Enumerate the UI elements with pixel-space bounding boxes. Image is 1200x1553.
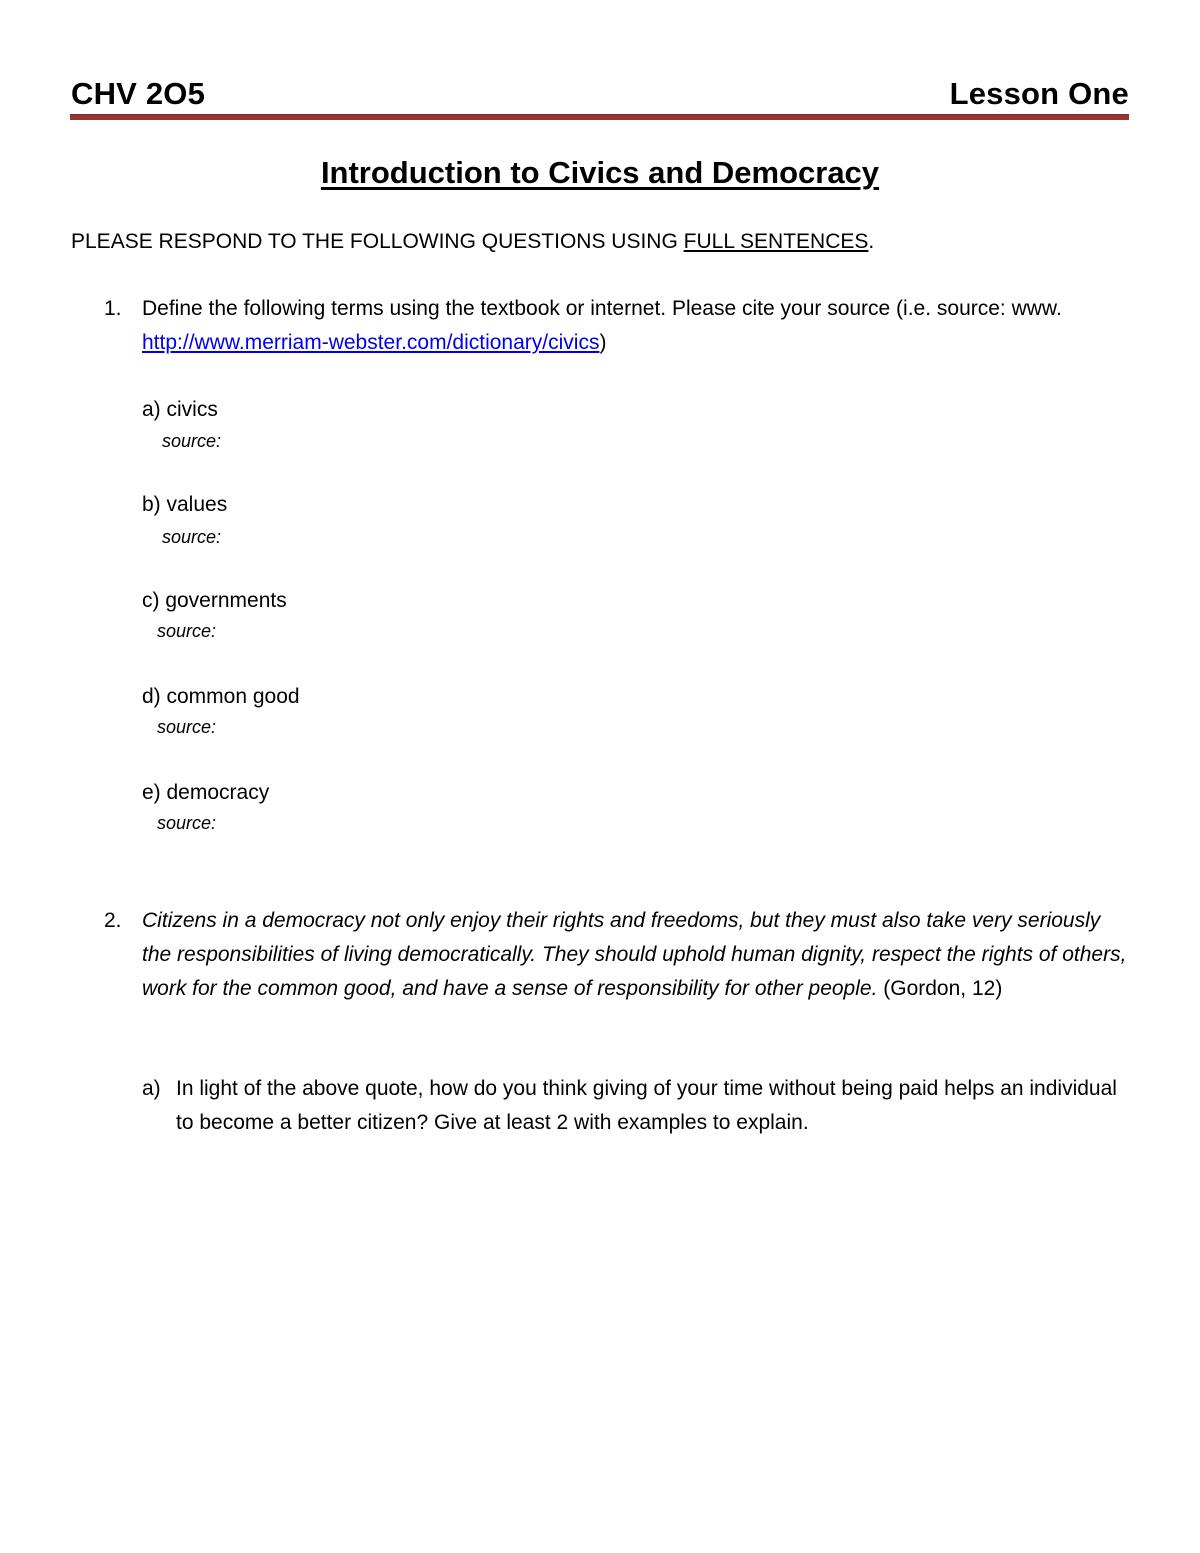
source-civics: source: — [162, 431, 222, 451]
term-governments: c) governments — [142, 589, 287, 612]
term-democracy: e) democracy — [142, 781, 270, 804]
source-common-good: source: — [157, 717, 217, 737]
question-2-number: 2. — [104, 909, 122, 932]
question-2a-text: In light of the above quote, how do you think giving of your time without being paid helps an individual to become a better citizen? Give at least 2 with examples to explain. — [176, 1077, 1117, 1134]
question-1-text — [142, 292, 1132, 360]
source-values: source: — [162, 527, 222, 547]
dictionary-link[interactable]: http://www.merriam-webster.com/dictionary/civics — [142, 331, 600, 354]
question-1-number: 1. — [104, 297, 122, 320]
source-governments: source: — [157, 621, 217, 641]
instruction-line — [71, 227, 874, 257]
question-1-prompt-end: ) — [599, 331, 607, 354]
term-values: b) values — [142, 493, 228, 516]
term-civics: a) civics — [142, 398, 218, 421]
question-2-text — [142, 904, 1132, 1006]
header-divider — [70, 114, 1129, 120]
question-2a-letter: a) — [142, 1077, 161, 1100]
term-common-good: d) common good — [142, 685, 300, 708]
question-2-quote: Citizens in a democracy not only enjoy their rights and freedoms, but they must also take very seriously the responsibilities of living democratically. They should uphold human dignity, respect the rights of others, work for the common good, and have a sense of responsibility for other people. — [142, 909, 1127, 1000]
instruction-emphasis: FULL SENTENCES — [683, 230, 869, 253]
instruction-suffix: . — [868, 230, 875, 253]
question-1-prompt: Define the following terms using the textbook or internet. Please cite your source (i.e. source: www. — [142, 297, 1062, 320]
lesson-label: Lesson One — [949, 76, 1129, 111]
instruction-prefix: PLEASE RESPOND TO THE FOLLOWING QUESTIONS USING — [71, 230, 684, 253]
page-header — [71, 74, 1129, 114]
source-democracy: source: — [157, 813, 217, 833]
course-code: CHV 2O5 — [71, 76, 206, 111]
page-title: Introduction to Civics and Democracy — [320, 155, 880, 190]
question-2-citation: (Gordon, 12) — [877, 977, 1003, 1000]
